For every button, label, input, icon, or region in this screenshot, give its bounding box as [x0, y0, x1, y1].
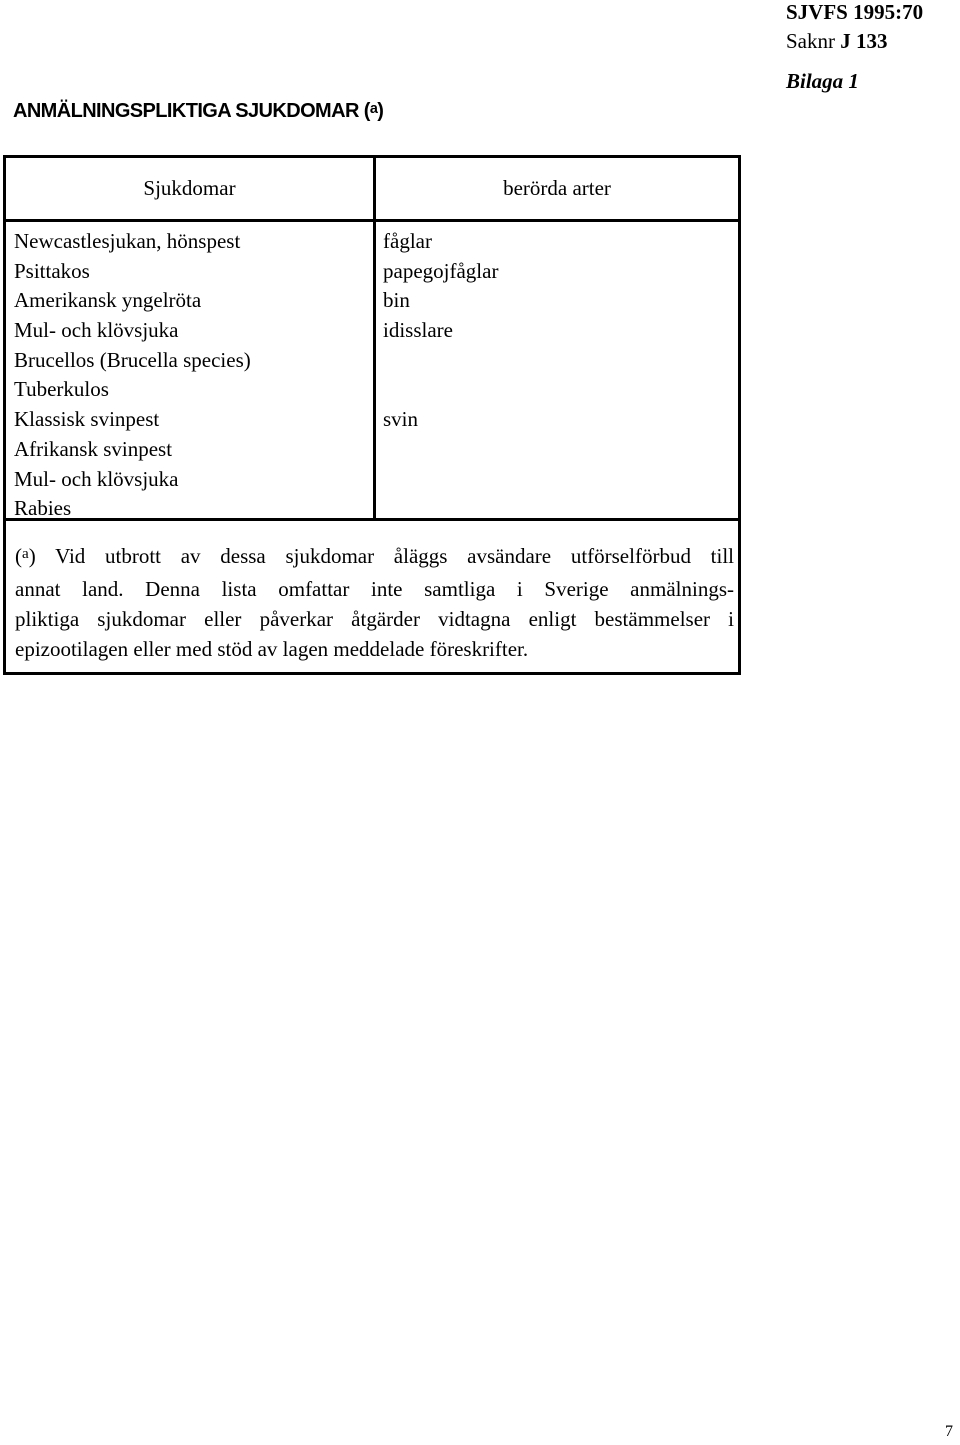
column-divider [373, 158, 376, 521]
disease-row: Brucellos (Brucella species) [14, 347, 251, 372]
case-number [786, 31, 888, 52]
footnote-text: Vid utbrott av dessa sjukdomar åläggs avsändare utförselförbud till [55, 544, 734, 568]
footnote-line [15, 574, 734, 604]
species-row [383, 346, 498, 376]
disease-row: Klassisk svinpest [14, 407, 160, 432]
species-row: papegojfåglar [383, 258, 499, 283]
disease-row: Afrikansk svinpest [14, 436, 173, 461]
disease-row: Psittakos [14, 258, 90, 283]
footnote-mark-letter: a [22, 546, 29, 563]
footnote-line [15, 541, 734, 574]
species-row: idisslare [383, 318, 453, 343]
disease-row: Amerikansk yngelröta [14, 288, 202, 313]
species-row [383, 494, 498, 524]
page-title-text: ANMÄLNINGSPLIKTIGA SJUKDOMAR ( [13, 100, 370, 122]
footnote-text: epizootilagen eller med stöd av lagen meddelade föreskrifter. [15, 637, 529, 661]
species-list [383, 227, 498, 524]
footnote-mark [15, 544, 36, 568]
footnote-line [15, 634, 734, 664]
disease-row: Newcastlesjukan, hönspest [14, 229, 241, 253]
page-number: 7 [945, 1423, 953, 1440]
species-row [383, 435, 498, 465]
title-footnote-mark: a [369, 100, 378, 117]
footnote-line [15, 604, 734, 634]
disease-row: Rabies [14, 496, 72, 521]
disease-row: Tuberkulos [14, 377, 109, 402]
document-reference: SJVFS 1995:70 [786, 0, 924, 24]
species-row: fåglar [383, 229, 432, 253]
species-row [383, 375, 498, 405]
case-number-value: J 133 [840, 29, 888, 53]
footnote-mark-close: ) [28, 544, 36, 568]
footnote-mark-open: ( [15, 544, 22, 568]
right-border-extension [738, 218, 741, 363]
footnote-text: pliktiga sjukdomar eller påverkar åtgärder vidtagna enligt bestämmelser i [15, 607, 734, 631]
column-header-disease: Sjukdomar [143, 176, 236, 200]
page-title [13, 100, 383, 123]
page-title-close: ) [377, 100, 384, 122]
appendix-label: Bilaga 1 [786, 69, 859, 93]
disease-list [14, 227, 251, 524]
case-number-prefix: Saknr [786, 29, 835, 53]
disease-row: Mul- och klövsjuka [14, 318, 179, 343]
column-header-species: berörda arter [503, 176, 611, 200]
species-row: bin [383, 288, 410, 313]
species-row [383, 465, 498, 495]
footnote-text: annat land. Denna lista omfattar inte samtliga i Sverige anmälnings- [15, 577, 734, 601]
disease-table [3, 155, 741, 675]
disease-row: Mul- och klövsjuka [14, 466, 179, 491]
footnote [15, 541, 734, 664]
species-row: svin [383, 407, 419, 432]
header-rule [6, 219, 738, 222]
